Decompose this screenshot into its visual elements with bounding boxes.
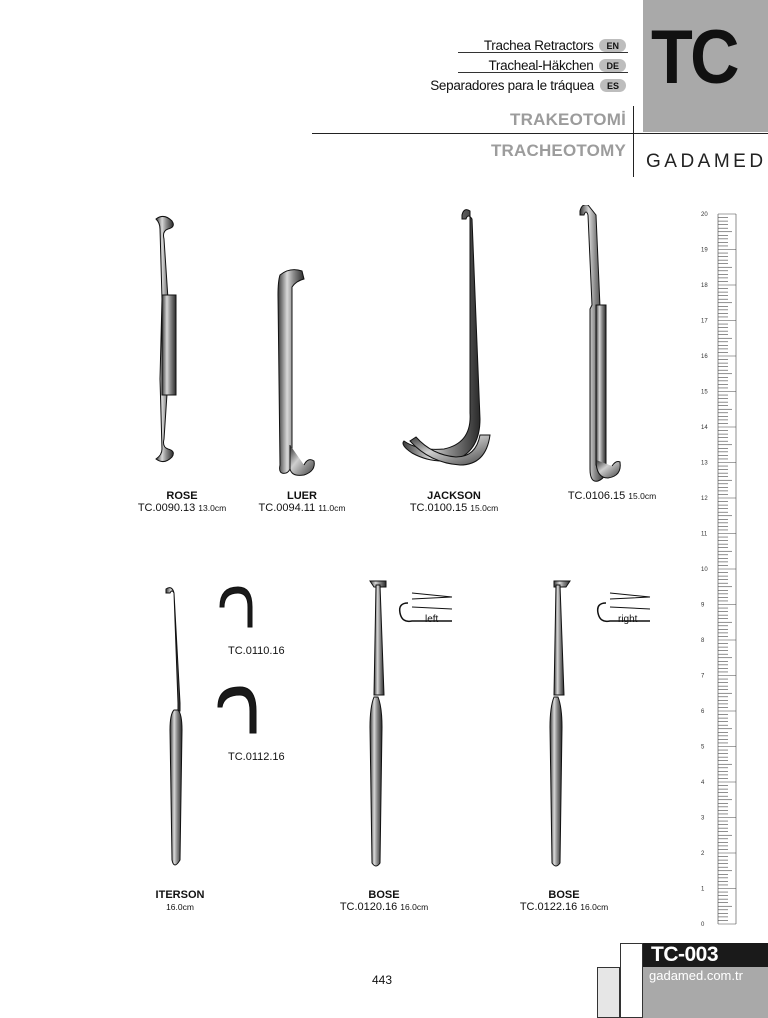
product-name: ROSE	[166, 490, 198, 502]
product-size: 11.0cm	[318, 503, 346, 513]
ruler-label: 17	[701, 318, 708, 325]
title-turkish: TRAKEOTOMİ	[510, 110, 626, 129]
lang-text-es: Separadores para le tráquea	[430, 77, 594, 93]
bose-left-retractor-image	[370, 581, 386, 866]
product-luer	[252, 490, 352, 514]
product-name: BOSE	[548, 889, 580, 901]
product-code: TC.0090.13	[137, 502, 196, 514]
product-name: ITERSON	[155, 889, 205, 901]
ruler-label: 10	[701, 567, 708, 573]
product-name: LUER	[287, 490, 317, 502]
page-number: 443	[372, 973, 393, 987]
ruler-label: 16	[701, 354, 708, 360]
orientation-right-label: right	[618, 614, 638, 625]
ruler-label: 1	[701, 886, 705, 893]
ruler-label: 14	[701, 425, 708, 431]
title-english: TRACHEOTOMY	[490, 141, 626, 160]
ruler-label: 11	[701, 531, 708, 538]
product-jackson	[400, 490, 508, 514]
variant-hook-0110-image	[220, 587, 252, 627]
product-hook	[560, 490, 664, 502]
footer-frame	[620, 943, 643, 1018]
brand-logo: GADAMED	[646, 151, 767, 172]
ruler-label: 5	[701, 744, 705, 751]
variant-code-2: TC.0112.16	[228, 751, 285, 763]
ruler-label: 20	[701, 212, 708, 218]
product-size: 16.0cm	[400, 902, 429, 912]
ruler-label: 4	[701, 780, 705, 786]
product-bose-right	[510, 889, 618, 913]
orientation-left-label: left	[425, 614, 439, 625]
ruler-label: 8	[701, 638, 705, 644]
lang-badge-es: ES	[600, 79, 626, 92]
measurement-ruler	[700, 206, 740, 928]
product-size: 16.0cm	[580, 902, 609, 912]
lang-underline	[458, 72, 628, 73]
iterson-retractor-image	[166, 588, 182, 865]
ruler-label: 19	[701, 247, 708, 254]
instruments-row1	[140, 205, 660, 490]
rose-retractor-image	[156, 216, 176, 461]
ruler-label: 7	[701, 673, 705, 680]
ruler-label: 13	[701, 460, 708, 467]
instruments-row2	[150, 575, 670, 880]
variant-hook-0112-image	[218, 687, 256, 733]
lang-text-de: Tracheal-Häkchen	[488, 57, 594, 73]
ruler-label: 0	[701, 922, 705, 928]
header-vertical-divider	[633, 106, 634, 177]
product-code: TC.0120.16	[339, 901, 398, 913]
ruler-label: 6	[701, 709, 705, 715]
ruler-label: 3	[701, 815, 705, 822]
product-code: TC.0100.15	[409, 502, 468, 514]
website-link[interactable]: gadamed.com.tr	[649, 968, 743, 983]
header-divider	[312, 133, 768, 134]
ruler-label: 15	[701, 389, 708, 396]
ruler-label: 12	[701, 496, 708, 502]
product-bose-left	[330, 889, 438, 913]
product-size: 13.0cm	[198, 503, 227, 513]
lang-underline	[458, 52, 628, 53]
bose-right-retractor-image	[550, 581, 570, 866]
ruler-label: 2	[701, 851, 705, 857]
product-name: BOSE	[368, 889, 400, 901]
variant-code-1: TC.0110.16	[228, 645, 285, 657]
product-size: 15.0cm	[470, 503, 499, 513]
product-size: 16.0cm	[166, 902, 194, 912]
lang-text-en: Trachea Retractors	[483, 37, 594, 53]
product-size: 15.0cm	[628, 491, 657, 501]
product-code: TC.0122.16	[519, 901, 578, 913]
footer-frame	[597, 967, 620, 1018]
product-code: TC.0094.11	[258, 502, 316, 514]
product-iterson	[130, 889, 230, 913]
catalog-code: TC-003	[651, 943, 719, 966]
luer-retractor-image	[278, 270, 314, 476]
hook-retractor-image	[580, 205, 620, 481]
product-name: JACKSON	[427, 490, 481, 502]
lang-row-es	[430, 76, 626, 94]
ruler-label: 18	[701, 283, 708, 289]
jackson-retractor-image	[403, 210, 490, 465]
lang-badge-de: DE	[599, 59, 626, 72]
lang-badge-en: EN	[599, 39, 626, 52]
product-rose	[132, 490, 232, 514]
product-code: TC.0106.15	[567, 490, 626, 502]
ruler-label: 9	[701, 602, 705, 609]
section-code: TC	[651, 15, 737, 100]
